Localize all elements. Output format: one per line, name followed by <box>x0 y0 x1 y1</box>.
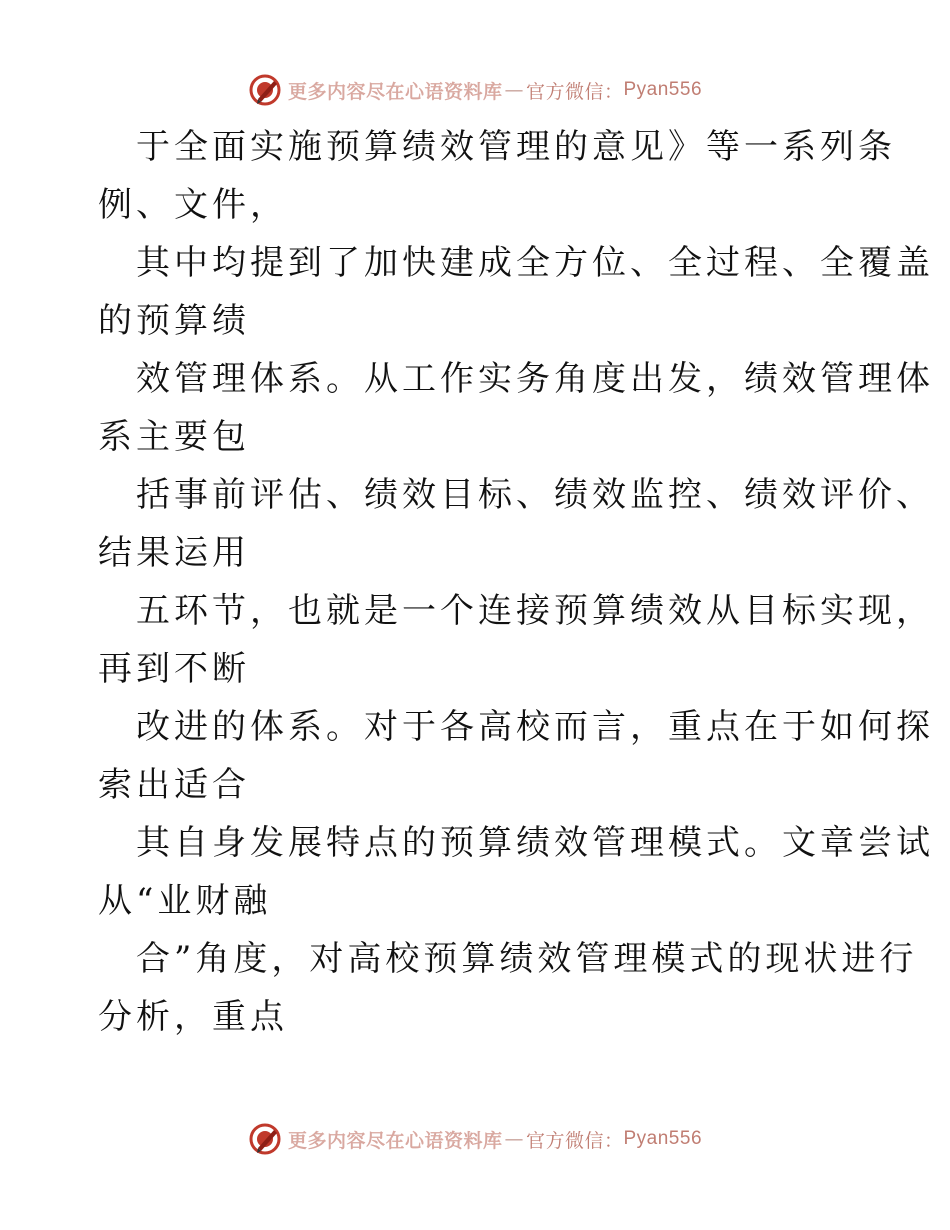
paragraph <box>98 350 934 466</box>
paragraph-line-2: 系主要包 <box>98 417 250 457</box>
paragraph-line-2: 结果运用 <box>98 533 250 573</box>
paragraph-line-2: 从“业财融 <box>98 881 272 921</box>
banner-chinese-text: 更多内容尽在心语资料库 <box>287 1129 503 1152</box>
footer-watermark-banner <box>0 1119 950 1159</box>
banner-dash: — <box>504 79 524 101</box>
paragraph-line-2: 的预算绩 <box>98 301 250 341</box>
paragraph-line-1: 其中均提到了加快建成全方位、全过程、全覆盖 <box>136 243 934 283</box>
paragraph-line-1: 效管理体系。从工作实务角度出发，绩效管理体 <box>136 359 934 399</box>
banner-wechat-label: 官方微信： <box>525 80 624 103</box>
paragraph-line-1: 括事前评估、绩效目标、绩效监控、绩效评价、 <box>136 475 934 515</box>
paragraph-line-1: 于全面实施预算绩效管理的意见》等一系列条 <box>136 127 896 167</box>
paragraph-line-1: 五环节，也就是一个连接预算绩效从目标实现， <box>136 591 934 631</box>
paragraph <box>98 234 934 350</box>
banner-wechat-id: Pyan556 <box>623 1128 703 1149</box>
paragraph-line-1: 其自身发展特点的预算绩效管理模式。文章尝试 <box>136 823 934 863</box>
document-body <box>98 118 934 1046</box>
banner-chinese-text: 更多内容尽在心语资料库 <box>287 80 503 103</box>
paragraph-line-1: 改进的体系。对于各高校而言，重点在于如何探 <box>136 707 934 747</box>
header-watermark-banner <box>0 70 950 110</box>
paragraph-line-2: 例、文件， <box>98 185 288 225</box>
paragraph <box>98 814 934 930</box>
paragraph-line-2: 分析，重点 <box>98 997 288 1037</box>
pen-logo-icon <box>248 73 282 107</box>
paragraph <box>98 582 934 698</box>
paragraph <box>98 930 918 1046</box>
paragraph <box>98 466 934 582</box>
banner-dash: — <box>504 1128 524 1150</box>
paragraph-line-1: 合”角度，对高校预算绩效管理模式的现状进行 <box>136 939 918 979</box>
pen-logo-icon <box>248 1122 282 1156</box>
banner-wechat-label: 官方微信： <box>525 1129 624 1152</box>
paragraph <box>98 118 896 234</box>
banner-wechat-id: Pyan556 <box>623 79 703 100</box>
paragraph <box>98 698 934 814</box>
paragraph-line-2: 再到不断 <box>98 649 250 689</box>
paragraph-line-2: 索出适合 <box>98 765 250 805</box>
